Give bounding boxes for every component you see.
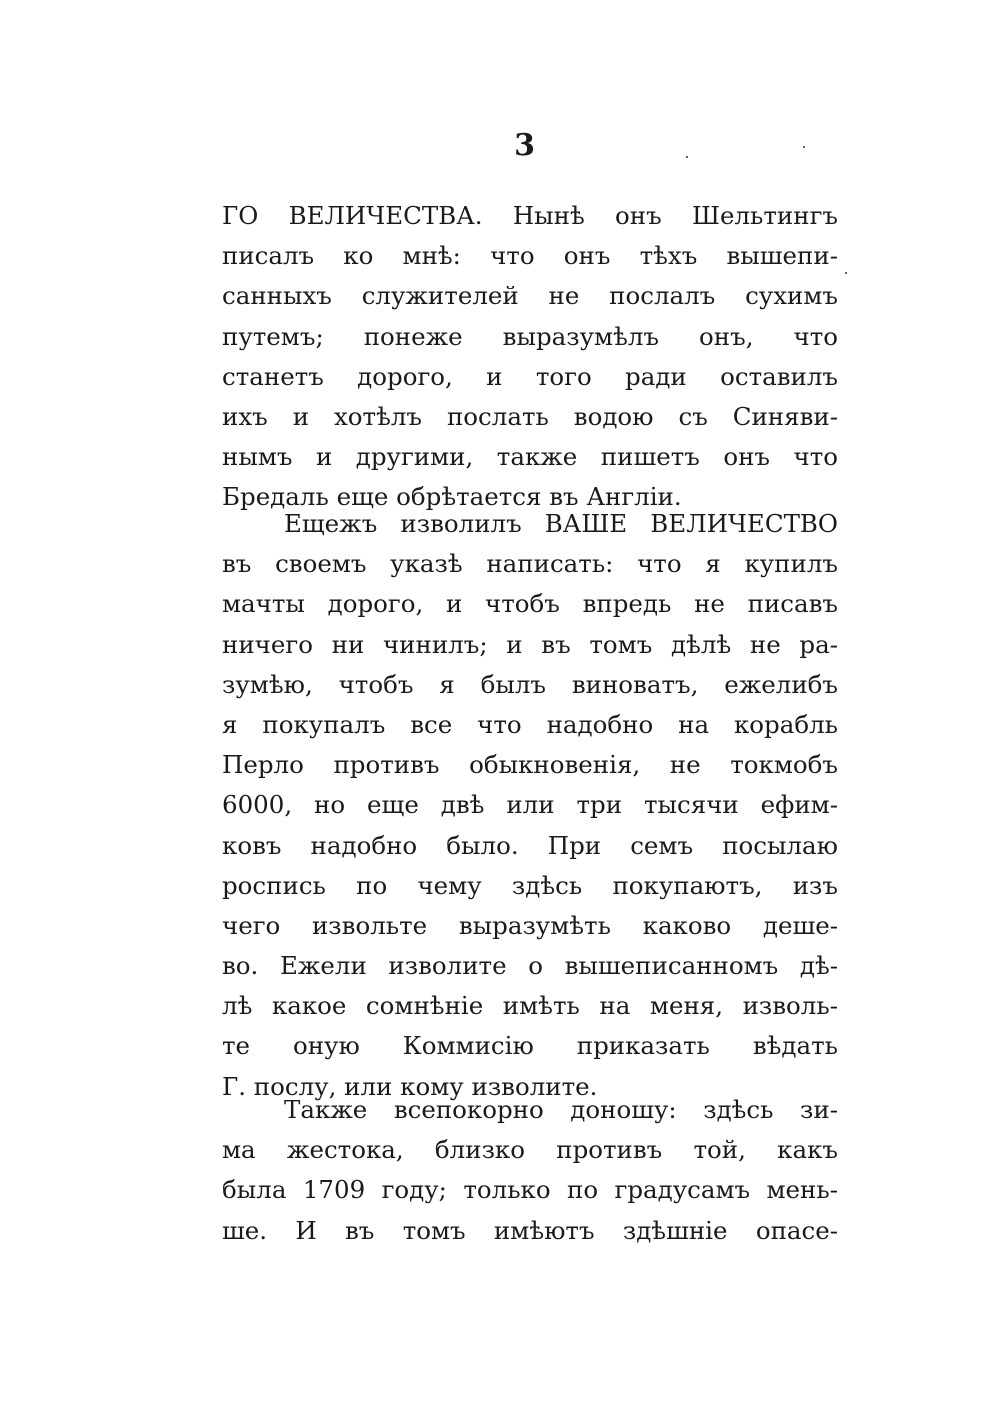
text-line: те оную Коммисію приказать вѣдать <box>222 1031 838 1061</box>
text-line: 6000, но еще двѣ или три тысячи ефим- <box>222 790 838 820</box>
text-line: во. Ежели изволите о вышеписанномъ дѣ- <box>222 951 838 981</box>
text-line: ГО ВЕЛИЧЕСТВА. Нынѣ онъ Шельтингъ <box>222 201 838 230</box>
text-line: чего извольте выразумѣть каково деше- <box>222 910 838 940</box>
print-speck <box>686 156 688 158</box>
paragraph-3 <box>222 1090 838 1251</box>
text-line: была 1709 году; только по градусамъ мень- <box>222 1175 838 1205</box>
text-line: въ своемъ указѣ написать: что я купилъ <box>222 549 838 579</box>
print-speck <box>845 272 847 274</box>
text-line: нымъ и другими, также пишетъ онъ что <box>222 442 838 472</box>
text-line: ихъ и хотѣлъ послать водою съ Синяви- <box>222 401 838 431</box>
text-line: Ещежъ изволилъ ВАШЕ ВЕЛИЧЕСТВО <box>284 509 838 538</box>
text-line: ковъ надобно было. При семъ посылаю <box>222 830 838 860</box>
text-line: санныхъ служителей не послалъ сухимъ <box>222 281 838 311</box>
text-line: ше. И въ томъ имѣютъ здѣшніе опасе- <box>222 1215 838 1245</box>
paragraph-2 <box>222 504 838 1107</box>
text-line: роспись по чему здѣсь покупаютъ, изъ <box>222 870 838 900</box>
text-line: зумѣю, чтобъ я былъ виноватъ, ежелибъ <box>222 669 838 699</box>
text-line: Бредаль еще обрѣтается въ Англіи. <box>222 482 682 512</box>
text-line: ничего ни чинилъ; и въ томъ дѣлѣ не ра- <box>222 629 838 659</box>
text-line: станетъ дорого, и того ради оставилъ <box>222 361 838 391</box>
text-line: ма жестока, близко противъ той, какъ <box>222 1135 838 1165</box>
text-line: лѣ какое сомнѣніе имѣть на меня, изволь- <box>222 991 838 1021</box>
text-line: писалъ ко мнѣ: что онъ тѣхъ вышепи- <box>222 241 838 271</box>
text-line: мачты дорого, и чтобъ впредь не писавъ <box>222 589 838 619</box>
paragraph-1 <box>222 196 838 518</box>
text-line: Также всепокорно доношу: здѣсь зи- <box>284 1095 838 1124</box>
text-line: путемъ; понеже выразумѣлъ онъ, что <box>222 321 838 351</box>
text-line: Перло противъ обыкновенія, не токмобъ <box>222 750 838 780</box>
text-line: я покупалъ все что надобно на корабль <box>222 709 838 739</box>
page-number: 3 <box>514 128 536 163</box>
print-speck <box>803 146 805 148</box>
text-line: Г. послу, или кому изволите. <box>222 1071 598 1101</box>
